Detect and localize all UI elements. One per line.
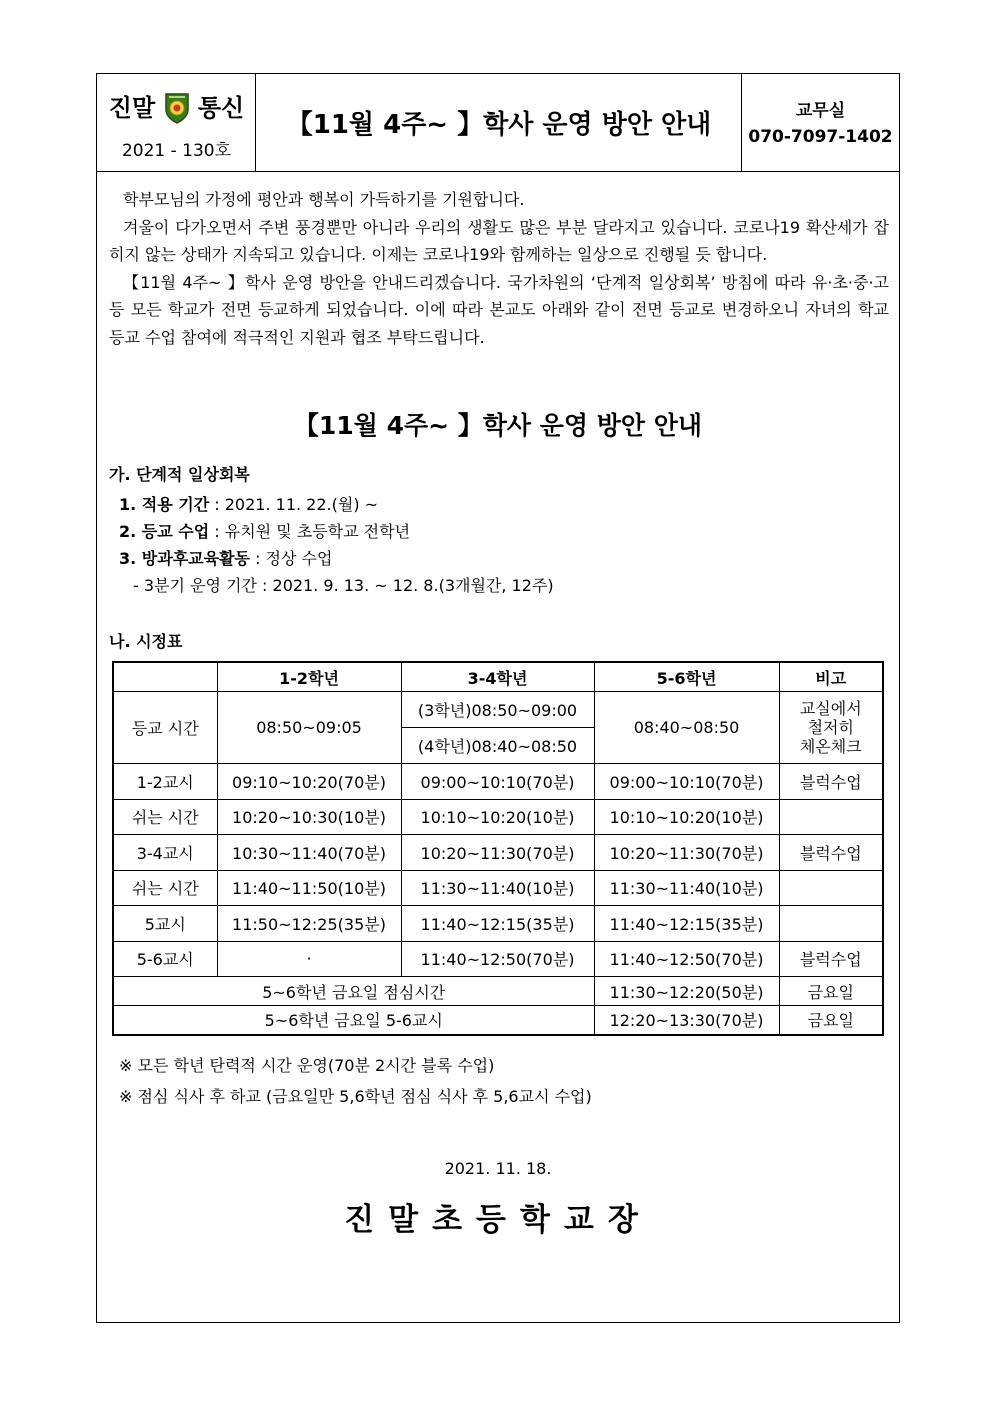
item-label: 3. 방과후교육활동: [119, 549, 250, 568]
schedule-table: [112, 661, 884, 1036]
office-phone: 070-7097-1402: [748, 127, 893, 147]
table-cell: 10:10~10:20(10분): [401, 799, 594, 835]
masthead-name-right: 통신: [197, 94, 245, 122]
row-label: 1-2교시: [113, 764, 217, 800]
table-row: [113, 1006, 883, 1035]
note-cell: 교실에서 철저히 체온체크: [779, 692, 883, 764]
header: [97, 74, 899, 172]
part-b-heading: 나. 시정표: [109, 632, 183, 651]
table-row: [113, 692, 883, 728]
table-cell: 09:00~10:10(70분): [594, 764, 779, 800]
table-cell: 11:30~12:20(50분): [594, 977, 779, 1006]
table-cell: 10:20~11:30(70분): [594, 835, 779, 871]
table-cell: 08:50~09:05: [217, 692, 401, 764]
table-cell: 금요일: [779, 977, 883, 1006]
column-header: 5-6학년: [594, 662, 779, 692]
table-cell: 10:10~10:20(10분): [594, 799, 779, 835]
column-header: 비고: [779, 662, 883, 692]
table-cell: 11:40~12:50(70분): [594, 941, 779, 977]
school-emblem-icon: [164, 92, 190, 124]
intro-text: [109, 186, 889, 351]
table-cell: 11:50~12:25(35분): [217, 906, 401, 942]
item-value: : 유치원 및 초등학교 전학년: [209, 522, 411, 541]
intro-paragraph: 학부모님의 가정에 평안과 행복이 가득하기를 기원합니다.: [123, 190, 525, 209]
table-cell: (4학년)08:40~08:50: [401, 728, 594, 764]
table-cell: 08:40~08:50: [594, 692, 779, 764]
row-label: 5~6학년 금요일 5-6교시: [113, 1006, 594, 1035]
table-header-row: [113, 662, 883, 692]
table-row: [113, 835, 883, 871]
footnote: ※ 점심 식사 후 하교 (금요일만 5,6학년 점심 식사 후 5,6교시 수업): [119, 1087, 592, 1106]
item-value: : 2021. 11. 22.(월) ~: [209, 495, 379, 514]
table-cell: 09:00~10:10(70분): [401, 764, 594, 800]
item-value: : 정상 수업: [249, 549, 333, 568]
table-row: [113, 799, 883, 835]
table-row: [113, 870, 883, 906]
table-cell: 11:40~12:15(35분): [401, 906, 594, 942]
section-title: 【11월 4주~ 】학사 운영 방안 안내: [293, 411, 703, 440]
row-label: 쉬는 시간: [113, 799, 217, 835]
table-cell: 12:20~13:30(70분): [594, 1006, 779, 1035]
title-cell: [256, 74, 742, 171]
row-label: 5교시: [113, 906, 217, 942]
masthead: [97, 74, 256, 171]
table-row: [113, 764, 883, 800]
column-header: 1-2학년: [217, 662, 401, 692]
table-cell: 11:30~11:40(10분): [401, 870, 594, 906]
table-cell: 10:30~11:40(70분): [217, 835, 401, 871]
part-a-sub: - 3분기 운영 기간 : 2021. 9. 13. ~ 12. 8.(3개월간, 12주): [133, 576, 554, 595]
page-title: 【11월 4주~ 】학사 운영 방안 안내: [286, 110, 712, 140]
column-header: [113, 662, 217, 692]
table-cell: 09:10~10:20(70분): [217, 764, 401, 800]
office-label: 교무실: [795, 101, 846, 121]
table-cell: [779, 799, 883, 835]
item-label: 1. 적용 기간: [119, 495, 210, 514]
masthead-name-left: 진말: [108, 94, 156, 122]
table-cell: (3학년)08:50~09:00: [401, 692, 594, 728]
table-row: [113, 977, 883, 1006]
row-label: 쉬는 시간: [113, 870, 217, 906]
table-cell: ·: [217, 941, 401, 977]
table-cell: 블럭수업: [779, 941, 883, 977]
row-label: 5-6교시: [113, 941, 217, 977]
table-cell: 11:40~12:15(35분): [594, 906, 779, 942]
item-label: 2. 등교 수업: [119, 522, 210, 541]
table-cell: 금요일: [779, 1006, 883, 1035]
part-a-item: [119, 492, 378, 515]
row-label: 5~6학년 금요일 점심시간: [113, 977, 594, 1006]
table-cell: 11:40~12:50(70분): [401, 941, 594, 977]
table-cell: 10:20~11:30(70분): [401, 835, 594, 871]
table-row: [113, 906, 883, 942]
table-cell: 블럭수업: [779, 764, 883, 800]
footnote: ※ 모든 학년 탄력적 시간 운영(70분 2시간 블록 수업): [119, 1056, 495, 1075]
office-cell: [742, 74, 899, 171]
table-cell: 11:30~11:40(10분): [594, 870, 779, 906]
table-row: [113, 941, 883, 977]
intro-paragraph: 【11월 4주~ 】학사 운영 방안을 안내드리겠습니다. 국가차원의 ‘단계적 일상회복’ 방침에 따라 유·초·중·고 등 모든 학교가 전면 등교하게 되었습니다. 이에 따라 본교도 아래와 같이 전면 등교로 변경하오니 자녀의 학교 등교 수업 참여에 적극적인 지원과 협조 부탁드립니다.: [109, 272, 889, 347]
signature: 진말초등학교장: [344, 1202, 652, 1238]
row-label: 등교 시간: [113, 692, 217, 764]
table-cell: [779, 870, 883, 906]
office-contact: [742, 98, 899, 150]
intro-paragraph: 겨울이 다가오면서 주변 풍경뿐만 아니라 우리의 생활도 많은 부분 달라지고 있습니다. 코로나19 확산세가 잡히지 않는 상태가 지속되고 있습니다. 이제는 코로나19와 함께하는 일상으로 진행될 듯 합니다.: [109, 217, 889, 264]
column-header: 3-4학년: [401, 662, 594, 692]
part-a-item: [119, 519, 410, 542]
newsletter-frame: [96, 73, 900, 1323]
table-cell: 11:40~11:50(10분): [217, 870, 401, 906]
table-cell: 블럭수업: [779, 835, 883, 871]
table-cell: 10:20~10:30(10분): [217, 799, 401, 835]
schedule-rows: [113, 764, 883, 1035]
table-cell: [779, 906, 883, 942]
issue-number: 2021 - 130호: [121, 141, 232, 161]
issue-date: 2021. 11. 18.: [444, 1159, 552, 1178]
part-a-heading: 가. 단계적 일상회복: [109, 465, 250, 484]
row-label: 3-4교시: [113, 835, 217, 871]
part-a-item: [119, 546, 332, 569]
masthead-logo-row: [97, 92, 256, 124]
